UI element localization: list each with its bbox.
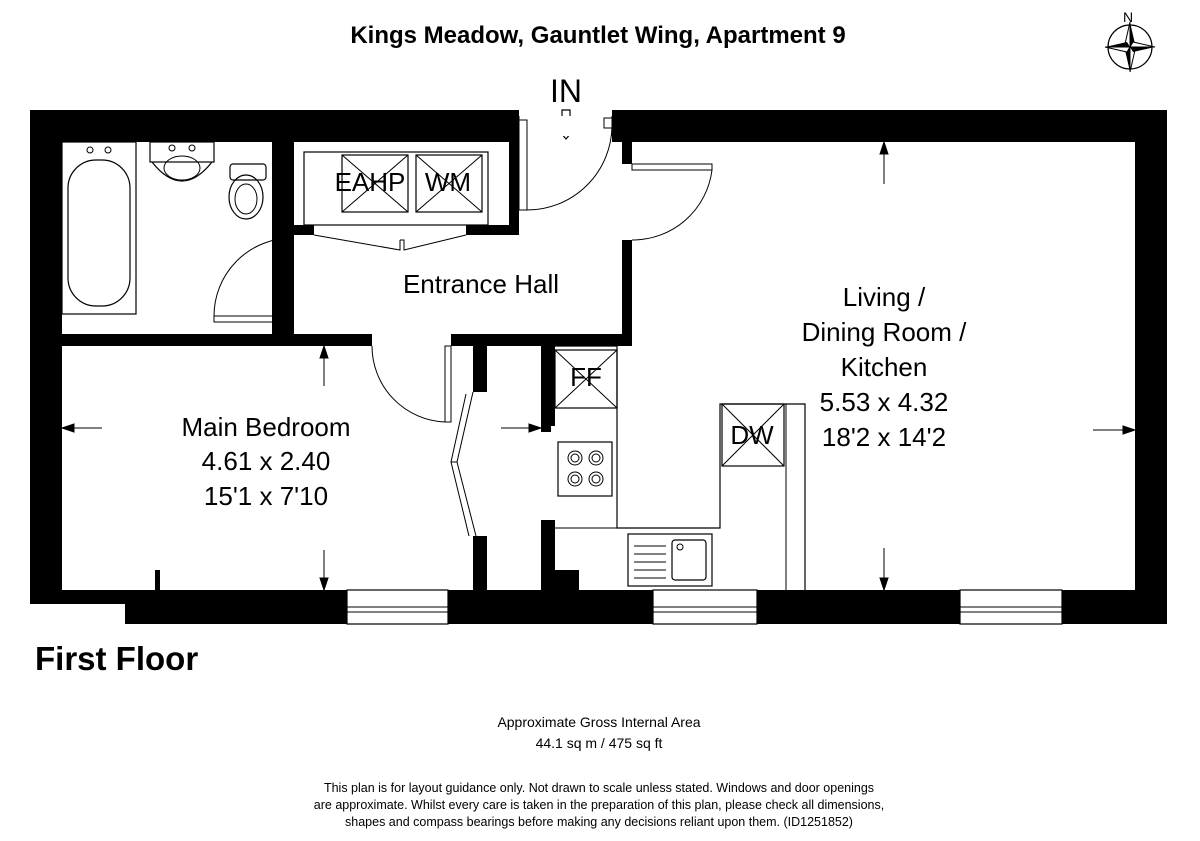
living-dimensions-imperial: 18'2 x 14'2 — [821, 422, 947, 452]
living-label-line2: Dining Room / — [801, 317, 967, 347]
area-value: 44.1 sq m / 475 sq ft — [535, 735, 663, 751]
disclaimer-line1: This plan is for layout guidance only. Not drawn to scale unless stated. Windows and door openings — [323, 781, 875, 795]
toilet-icon — [229, 164, 266, 219]
ff-label: FF — [570, 362, 602, 392]
floor-label: First Floor — [35, 640, 199, 677]
living-door — [632, 164, 712, 240]
disclaimer-line3: shapes and compass bearings before making any decisions reliant upon them. (ID1251852) — [345, 815, 853, 829]
window-bedroom — [347, 590, 448, 624]
bedroom-door — [372, 346, 451, 422]
eahp-label: EAHP — [334, 167, 406, 197]
area-label: Approximate Gross Internal Area — [497, 714, 701, 730]
bathtub-icon — [62, 142, 136, 314]
window-kitchen — [653, 590, 757, 624]
entrance-hall-label: Entrance Hall — [402, 269, 560, 299]
entrance-label: IN — [550, 73, 582, 109]
dw-label: DW — [730, 420, 774, 450]
bedroom-dimensions-imperial: 15'1 x 7'10 — [203, 481, 329, 511]
basin-icon — [150, 142, 214, 181]
bedroom-dimensions-metric: 4.61 x 2.40 — [201, 446, 331, 476]
compass-north-label: N — [1122, 9, 1134, 25]
wardrobe-doors — [451, 392, 476, 536]
window-living — [960, 590, 1062, 624]
disclaimer-line2: are approximate. Whilst every care is taken in the preparation of this plan, please check all dimensions, — [313, 798, 885, 812]
living-label-line1: Living / — [842, 282, 926, 312]
front-door — [519, 116, 612, 210]
plan-title: Kings Meadow, Gauntlet Wing, Apartment 9 — [350, 22, 846, 49]
wm-label: WM — [424, 167, 472, 197]
compass-icon — [1105, 22, 1155, 72]
living-label-line3: Kitchen — [840, 352, 928, 382]
living-dimensions-metric: 5.53 x 4.32 — [819, 387, 949, 417]
bedroom-label: Main Bedroom — [181, 412, 351, 442]
sink-icon — [628, 534, 712, 586]
hob-icon — [558, 442, 612, 496]
